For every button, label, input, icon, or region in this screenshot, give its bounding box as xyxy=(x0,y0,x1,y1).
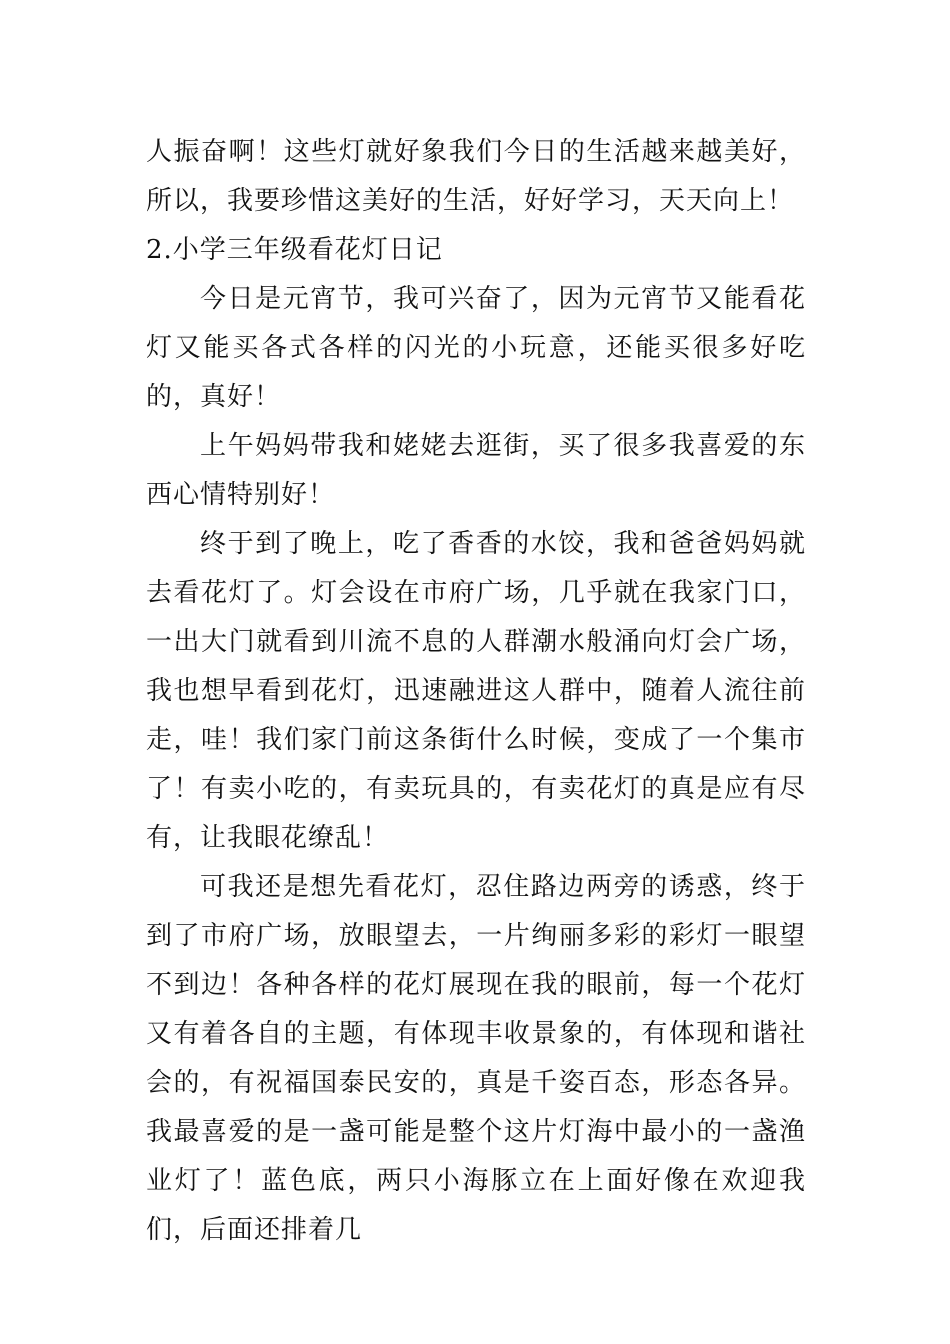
paragraph-4: 可我还是想先看花灯，忍住路边两旁的诱惑，终于到了市府广场，放眼望去，一片绚丽多彩的彩灯一眼望不到边！各种各样的花灯展现在我的眼前，每一个花灯又有着各自的主题，有体现丰收景象的，有体现和谐社会的，有祝福国泰民安的，真是千姿百态，形态各异。我最喜爱的是一盏可能是整个这片灯海中最小的一盏渔业灯了！蓝色底，两只小海豚立在上面好像在欢迎我们，后面还排着几 xyxy=(146,872,806,1245)
paragraph-2: 上午妈妈带我和姥姥去逛街，买了很多我喜爱的东西心情特别好！ xyxy=(146,431,806,510)
paragraph-3: 终于到了晚上，吃了香香的水饺，我和爸爸妈妈就去看花灯了。灯会设在市府广场，几乎就在我家门口，一出大门就看到川流不息的人群潮水般涌向灯会广场，我也想早看到花灯，迅速融进这人群中，随着人流往前走，哇！我们家门前这条街什么时候，变成了一个集市了！有卖小吃的，有卖玩具的，有卖花灯的真是应有尽有，让我眼花缭乱！ xyxy=(146,529,806,853)
section-heading: 2.小学三年级看花灯日记 xyxy=(146,235,443,265)
continued-paragraph: 人振奋啊！这些灯就好象我们今日的生活越来越美好，所以，我要珍惜这美好的生活，好好学习，天天向上！ xyxy=(146,137,806,216)
document-body xyxy=(146,128,806,1255)
paragraph-1: 今日是元宵节，我可兴奋了，因为元宵节又能看花灯又能买各式各样的闪光的小玩意，还能买很多好吃的，真好！ xyxy=(146,284,806,412)
